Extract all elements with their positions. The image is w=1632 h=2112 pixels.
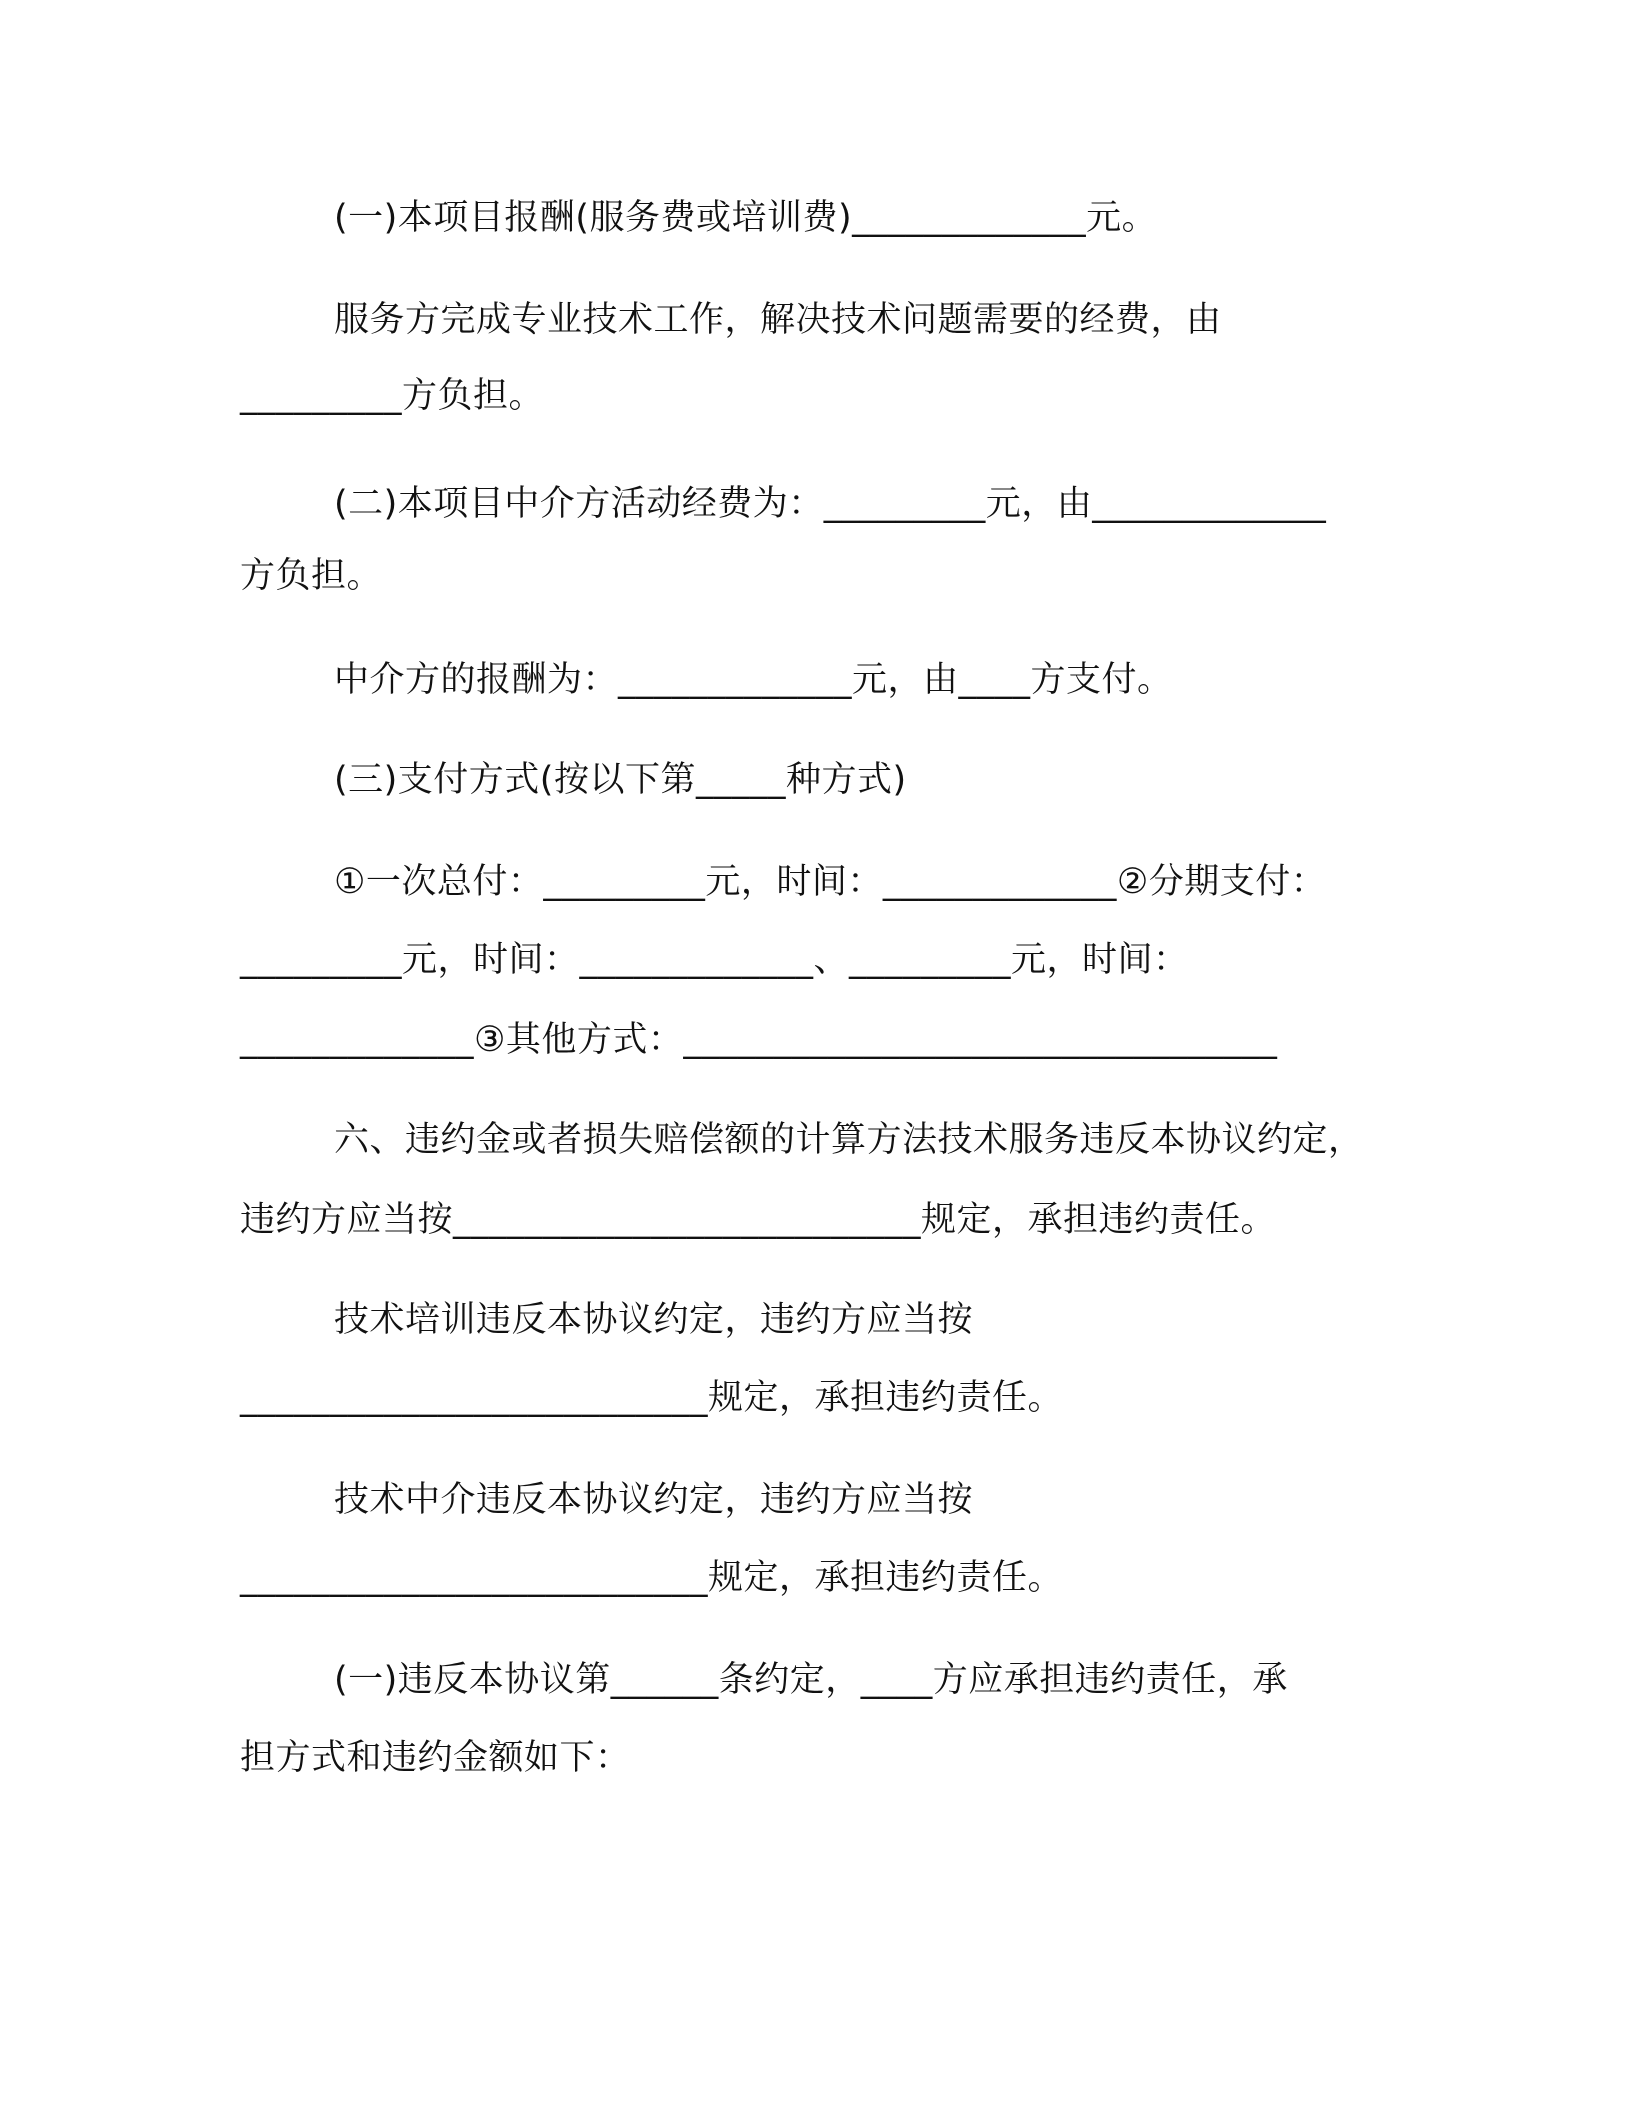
clause-breach-article-cont: 担方式和违约金额如下： bbox=[240, 1738, 631, 1778]
clause-remuneration: (一)本项目报酬(服务费或培训费)_____________元。 bbox=[334, 198, 1158, 238]
section-six-heading: 六、违约金或者损失赔偿额的计算方法技术服务违反本协议约定， bbox=[334, 1120, 1364, 1160]
clause-payment-other: _____________③其他方式：_________________________________ bbox=[240, 1020, 1278, 1060]
clause-training-breach: 技术培训违反本协议约定，违约方应当按 bbox=[334, 1300, 974, 1340]
clause-intermediary-breach: 技术中介违反本协议约定，违约方应当按 bbox=[334, 1480, 974, 1520]
clause-intermediary-expense-cont: 方负担。 bbox=[240, 556, 383, 596]
clause-intermediary-breach-cont: __________________________规定，承担违约责任。 bbox=[240, 1558, 1064, 1598]
clause-expense-bearer-cont: _________方负担。 bbox=[240, 376, 545, 416]
clause-intermediary-expense: (二)本项目中介方活动经费为：_________元，由_____________ bbox=[334, 484, 1327, 524]
clause-intermediary-fee: 中介方的报酬为：_____________元，由____方支付。 bbox=[334, 660, 1173, 700]
section-six-cont: 违约方应当按__________________________规定，承担违约责任。 bbox=[240, 1200, 1277, 1240]
clause-expense-bearer: 服务方完成专业技术工作，解决技术问题需要的经费，由 bbox=[334, 300, 1222, 340]
clause-breach-article: (一)违反本协议第______条约定，____方应承担违约责任，承 bbox=[334, 1660, 1288, 1700]
clause-payment-options-cont: _________元，时间：_____________、_________元，时间： bbox=[240, 940, 1189, 980]
clause-payment-method: (三)支付方式(按以下第_____种方式) bbox=[334, 760, 907, 800]
clause-training-breach-cont: __________________________规定，承担违约责任。 bbox=[240, 1378, 1064, 1418]
clause-payment-options: ①一次总付：_________元，时间：_____________②分期支付： bbox=[334, 862, 1327, 902]
